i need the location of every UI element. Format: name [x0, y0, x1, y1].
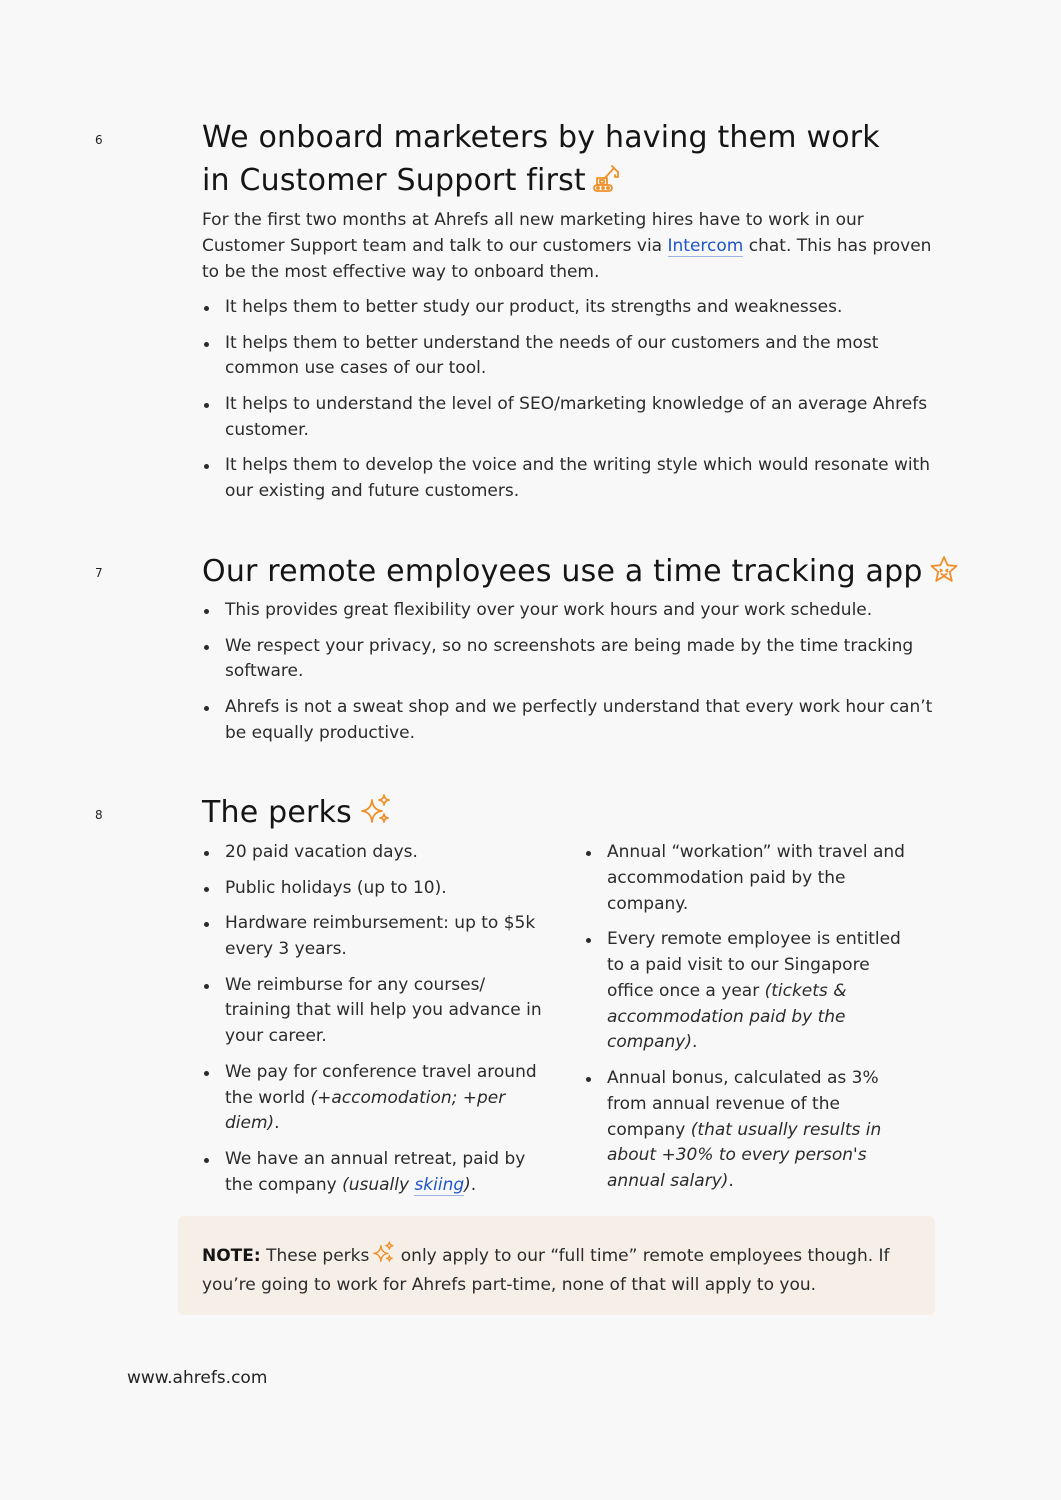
section-intro: [202, 208, 932, 285]
section-title-line1: We onboard marketers by having them work: [202, 120, 880, 155]
list-item: It helps them to develop the voice and the writing style which would resonate with our existing and future customers.: [202, 453, 937, 505]
section-title-text: The perks: [202, 795, 352, 830]
perk-italic: (usually: [342, 1174, 415, 1195]
sparkles-icon: [371, 1240, 395, 1272]
list-item: [202, 876, 552, 902]
intro-text-after: chat. This has proven to be the most effective way to onboard them.: [202, 235, 932, 282]
note-label: NOTE:: [202, 1246, 261, 1266]
note-text-before: These perks: [260, 1246, 370, 1266]
perk-text: Public holidays (up to 10).: [225, 877, 447, 898]
perk-punct: .: [728, 1171, 734, 1192]
bullet-list: [202, 295, 937, 515]
perk-text: Annual bonus, calculated as 3% from annual revenue of the company: [607, 1067, 879, 1140]
skiing-link[interactable]: skiing: [414, 1174, 465, 1195]
perk-italic: (tickets & accommodation paid by the company): [607, 980, 847, 1053]
list-item: [202, 973, 552, 1050]
perk-text: Annual “workation” with travel and accommodation paid by the company.: [607, 842, 905, 914]
section-number: 8: [95, 808, 103, 822]
perk-punct: .: [470, 1174, 477, 1195]
sparkles-icon: [358, 792, 392, 838]
perks-left-list: [202, 840, 552, 1208]
list-item: [584, 840, 919, 917]
star-face-icon: [929, 554, 959, 597]
list-item: [202, 911, 552, 963]
note-text: [202, 1240, 922, 1298]
perk-italic: (+accomodation; +per diem): [225, 1087, 506, 1134]
list-item: It helps to understand the level of SEO/marketing knowledge of an average Ahrefs customer.: [202, 392, 937, 444]
section-title: [202, 550, 959, 597]
perk-text: Every remote employee is entitled to a paid visit to our Singapore office once a year: [607, 929, 901, 1001]
intercom-link[interactable]: Intercom: [667, 235, 744, 256]
section-title-line2: in Customer Support first: [202, 163, 586, 198]
perk-punct: .: [274, 1113, 280, 1134]
list-item: [202, 840, 552, 866]
list-item: [202, 1147, 552, 1199]
section-number: 6: [95, 133, 103, 147]
perk-italic: ): [464, 1174, 471, 1195]
list-item: [202, 1060, 552, 1137]
perk-text: 20 paid vacation days.: [225, 842, 418, 862]
perk-text: We reimburse for any courses/ training that will help you advance in your career.: [225, 974, 542, 1047]
perk-text: We pay for conference travel around the world: [225, 1061, 537, 1108]
section-title: [202, 116, 880, 206]
list-item: We respect your privacy, so no screenshots are being made by the time tracking software.: [202, 634, 942, 686]
list-item: It helps them to better study our product, its strengths and weaknesses.: [202, 295, 937, 321]
footer-url-link[interactable]: www.ahrefs.com: [127, 1368, 268, 1388]
list-item: [584, 927, 919, 1056]
intro-text: For the first two months at Ahrefs all new marketing hires have to work in our Customer Support team and talk to our customers via: [202, 210, 864, 256]
perks-right-list: [584, 840, 919, 1205]
list-item: This provides great flexibility over your work hours and your work schedule.: [202, 598, 942, 624]
crane-icon: [592, 163, 622, 206]
perk-text: Hardware reimbursement: up to $5k every 3 years.: [225, 913, 536, 959]
perk-italic: (that usually results in about +30% to every person's annual salary): [607, 1119, 882, 1192]
bullet-list: [202, 598, 942, 756]
perk-text: We have an annual retreat, paid by the company: [225, 1148, 526, 1195]
list-item: Ahrefs is not a sweat shop and we perfectly understand that every work hour can’t be equally productive.: [202, 695, 942, 747]
note-text-after: only apply to our “full time” remote employees though. If you’re going to work for Ahrefs part-time, none of that will apply to you.: [202, 1246, 890, 1295]
section-number: 7: [95, 566, 103, 580]
section-title: [202, 791, 392, 838]
section-title-text: Our remote employees use a time tracking app: [202, 554, 923, 589]
perk-punct: .: [691, 1032, 698, 1053]
list-item: [584, 1066, 919, 1195]
list-item: It helps them to better understand the needs of our customers and the most common use cases of our tool.: [202, 331, 937, 383]
